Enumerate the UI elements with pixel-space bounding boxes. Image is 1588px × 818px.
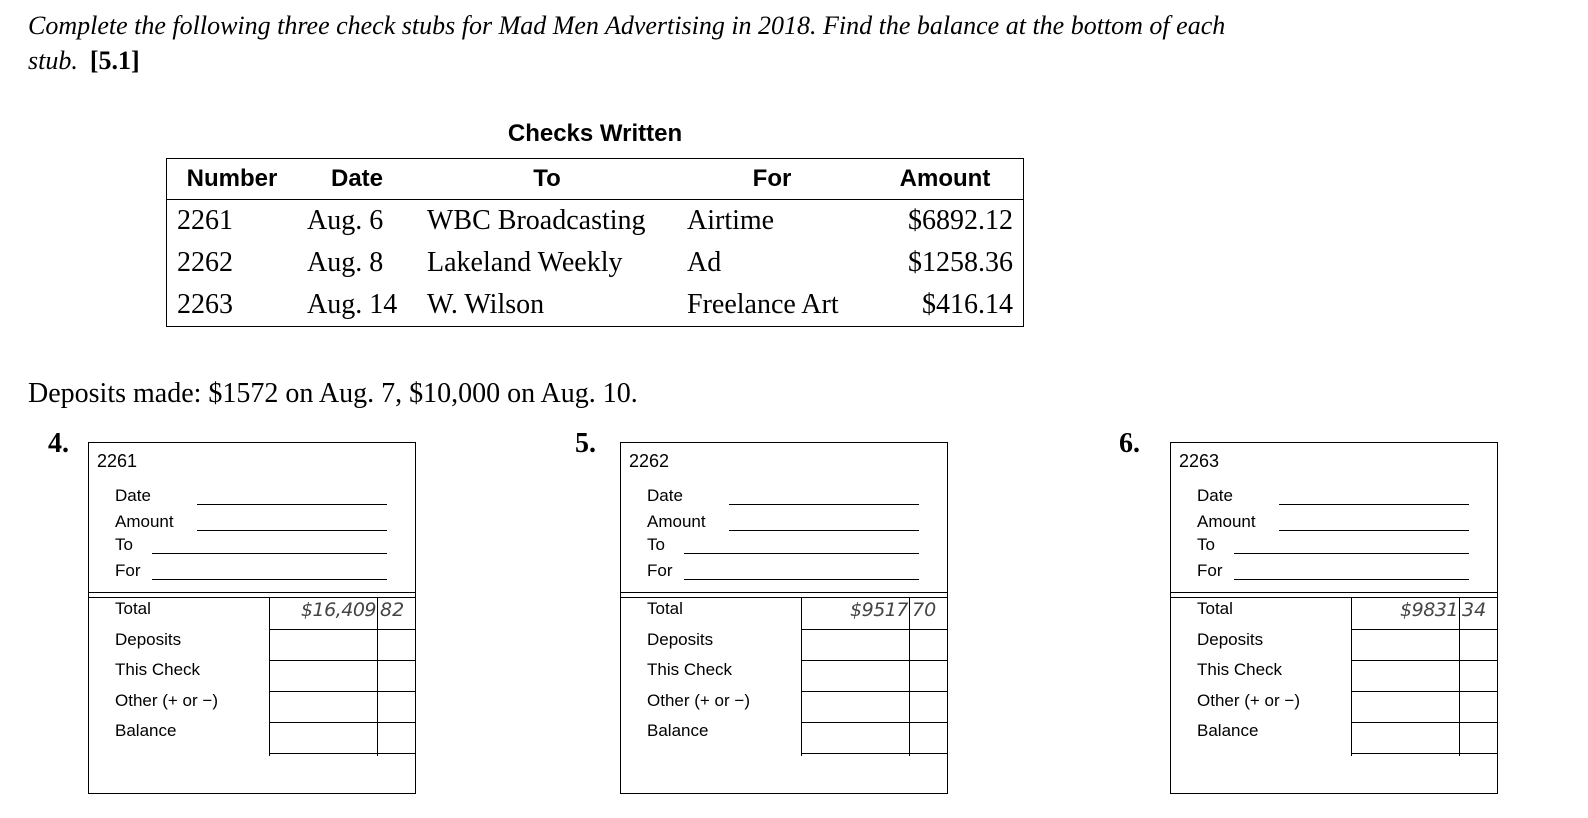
for-label: For	[647, 561, 673, 580]
total-row	[802, 598, 948, 630]
this-check-label: This Check	[647, 660, 733, 679]
balance-field[interactable]	[270, 722, 416, 754]
cents-separator	[377, 598, 378, 756]
cell-to: Lakeland Weekly	[427, 247, 623, 278]
cell-amount: $6892.12	[908, 205, 1013, 236]
cell-number: 2262	[177, 247, 233, 278]
check-stub-2261	[88, 442, 416, 794]
this-check-label: This Check	[115, 660, 201, 679]
total-dollars: $9831	[1400, 599, 1458, 621]
cell-date: Aug. 14	[307, 289, 398, 320]
stub-check-number: 2263	[1179, 451, 1220, 471]
this-check-field[interactable]	[270, 660, 416, 692]
to-label: To	[647, 535, 665, 554]
total-row	[270, 598, 416, 630]
other-label: Other (+ or −)	[1197, 691, 1300, 710]
total-row	[1352, 598, 1498, 630]
instructions	[28, 8, 1228, 78]
total-cents: 70	[912, 599, 937, 621]
other-label: Other (+ or −)	[647, 691, 750, 710]
to-field[interactable]	[152, 553, 387, 554]
check-stub-2263	[1170, 442, 1498, 794]
deposits-label: Deposits	[1197, 630, 1264, 649]
total-cents: 82	[380, 599, 405, 621]
cell-number: 2263	[177, 289, 233, 320]
deposits-field[interactable]	[1352, 629, 1498, 661]
this-check-field[interactable]	[802, 660, 948, 692]
for-field[interactable]	[1234, 579, 1469, 580]
for-label: For	[1197, 561, 1223, 580]
date-field[interactable]	[1279, 504, 1469, 505]
other-field[interactable]	[270, 691, 416, 723]
deposits-made: Deposits made: $1572 on Aug. 7, $10,000 on Aug. 10.	[28, 378, 638, 409]
for-field[interactable]	[684, 579, 919, 580]
other-field[interactable]	[802, 691, 948, 723]
checks-written-table	[166, 158, 1024, 327]
amount-label: Amount	[115, 512, 174, 531]
header-for: For	[677, 159, 867, 200]
table-row	[167, 242, 1024, 284]
problem-number: 6.	[1119, 428, 1140, 459]
to-label: To	[115, 535, 133, 554]
header-number: Number	[167, 159, 298, 200]
table-row	[167, 200, 1024, 243]
amount-label: Amount	[1197, 512, 1256, 531]
total-label: Total	[647, 599, 683, 618]
divider	[1171, 592, 1497, 593]
cell-number: 2261	[177, 205, 233, 236]
header-date: Date	[297, 159, 417, 200]
to-field[interactable]	[684, 553, 919, 554]
deposits-field[interactable]	[802, 629, 948, 661]
deposits-label: Deposits	[647, 630, 714, 649]
header-amount: Amount	[867, 159, 1024, 200]
this-check-field[interactable]	[1352, 660, 1498, 692]
amount-label: Amount	[647, 512, 706, 531]
problem-number: 4.	[48, 428, 69, 459]
total-label: Total	[115, 599, 151, 618]
stub-check-number: 2262	[629, 451, 670, 471]
table-title: Checks Written	[507, 120, 683, 147]
cell-to: WBC Broadcasting	[427, 205, 646, 236]
cell-amount: $416.14	[922, 289, 1013, 320]
cell-to: W. Wilson	[427, 289, 545, 320]
amount-grid	[269, 598, 416, 756]
other-label: Other (+ or −)	[115, 691, 218, 710]
total-dollars: $9517	[850, 599, 908, 621]
stub-check-number: 2261	[97, 451, 138, 471]
date-field[interactable]	[729, 504, 919, 505]
cell-for: Freelance Art	[687, 289, 839, 320]
cents-separator	[909, 598, 910, 756]
amount-field[interactable]	[1279, 530, 1469, 531]
date-field[interactable]	[197, 504, 387, 505]
this-check-label: This Check	[1197, 660, 1283, 679]
divider	[89, 592, 415, 593]
deposits-label: Deposits	[115, 630, 182, 649]
total-label: Total	[1197, 599, 1233, 618]
cell-amount: $1258.36	[908, 247, 1013, 278]
date-label: Date	[647, 486, 683, 505]
header-to: To	[417, 159, 677, 200]
date-label: Date	[115, 486, 151, 505]
instructions-text: Complete the following three check stubs for Mad Men Advertising in 2018. Find the balance at the bottom of each stub.	[28, 11, 1226, 75]
for-field[interactable]	[152, 579, 387, 580]
amount-grid	[1351, 598, 1498, 756]
cell-for: Ad	[687, 247, 722, 278]
amount-field[interactable]	[197, 530, 387, 531]
balance-field[interactable]	[1352, 722, 1498, 754]
amount-grid	[801, 598, 948, 756]
cell-date: Aug. 6	[307, 205, 384, 236]
total-dollars: $16,409	[300, 599, 376, 621]
table-header-row	[167, 159, 1024, 200]
other-field[interactable]	[1352, 691, 1498, 723]
to-label: To	[1197, 535, 1215, 554]
problem-number: 5.	[575, 428, 596, 459]
amount-field[interactable]	[729, 530, 919, 531]
balance-label: Balance	[1197, 721, 1259, 740]
for-label: For	[115, 561, 141, 580]
total-cents: 34	[1462, 599, 1487, 621]
to-field[interactable]	[1234, 553, 1469, 554]
balance-label: Balance	[647, 721, 709, 740]
cell-date: Aug. 8	[307, 247, 384, 278]
balance-label: Balance	[115, 721, 177, 740]
divider	[621, 592, 947, 593]
section-reference: [5.1]	[89, 46, 140, 75]
date-label: Date	[1197, 486, 1233, 505]
cents-separator	[1459, 598, 1460, 756]
balance-field[interactable]	[802, 722, 948, 754]
check-stub-2262	[620, 442, 948, 794]
table-row	[167, 284, 1024, 327]
deposits-field[interactable]	[270, 629, 416, 661]
cell-for: Airtime	[687, 205, 775, 236]
